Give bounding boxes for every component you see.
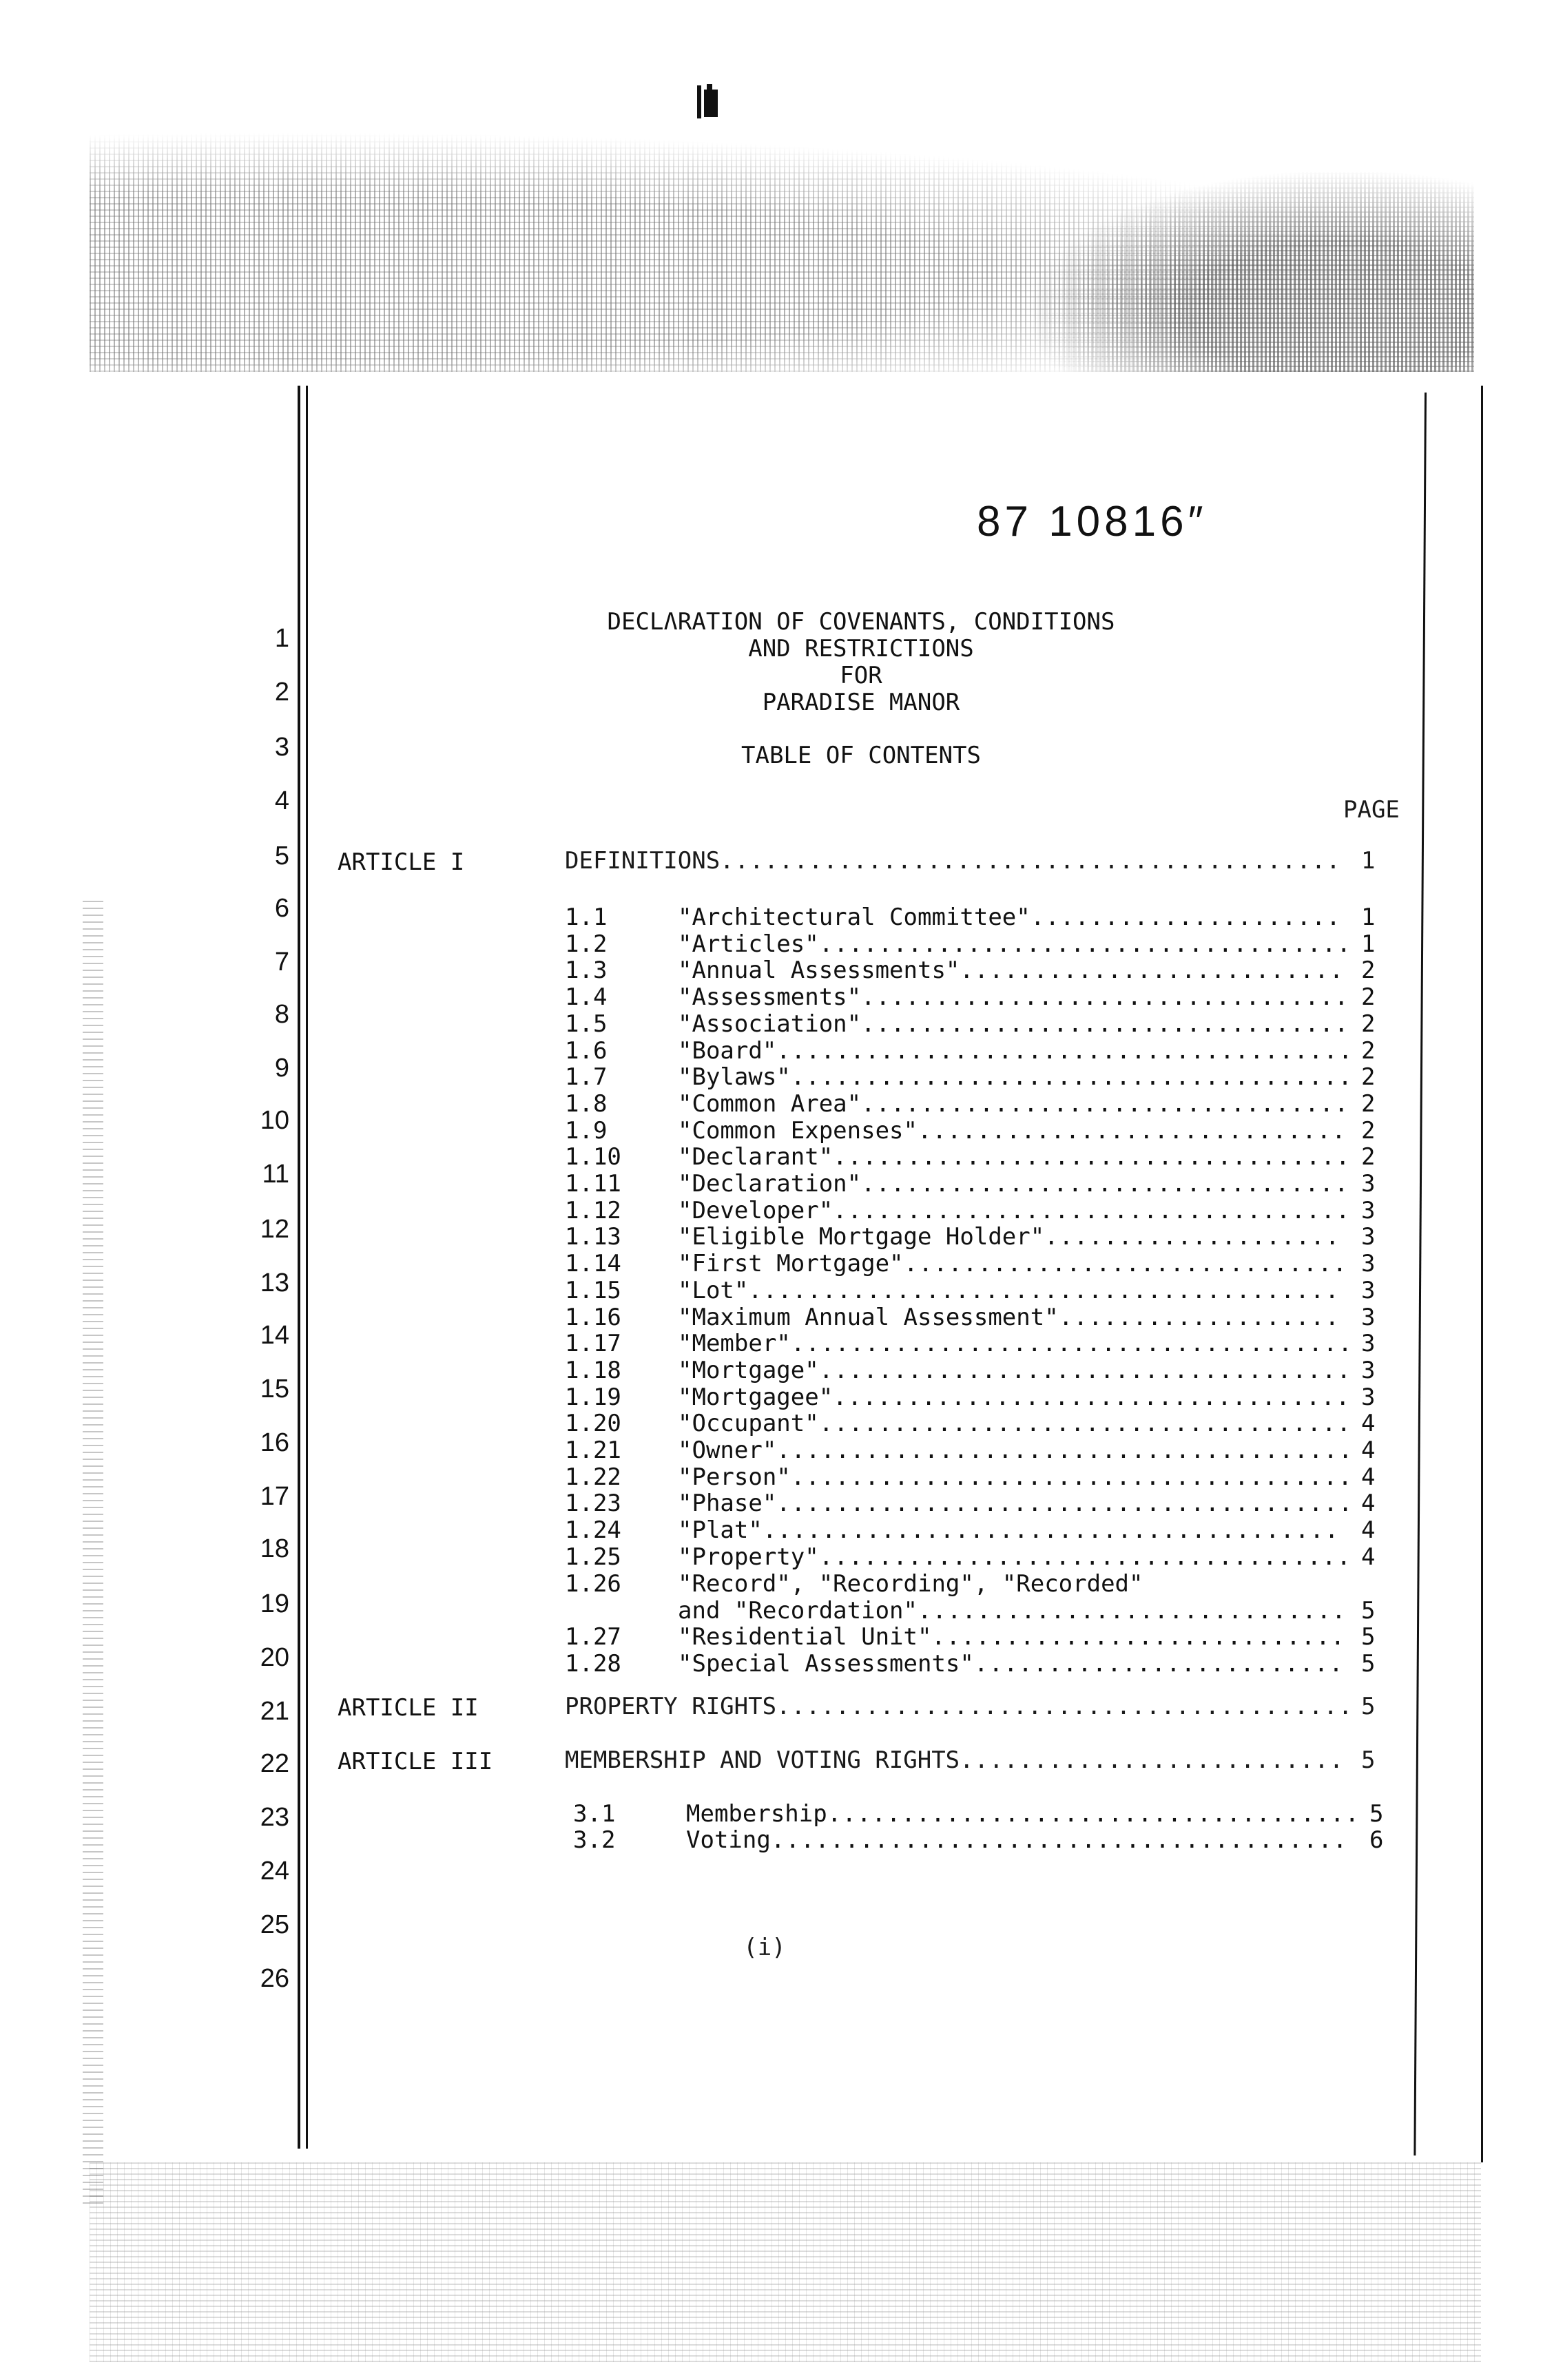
left-margin-rule bbox=[298, 386, 300, 2149]
line-number: 15 bbox=[260, 1375, 289, 1403]
section-label: "Architectural Committee" bbox=[678, 904, 1031, 931]
section-number: 1.18 bbox=[565, 1357, 621, 1384]
section-label-continued: and "Recordation" bbox=[678, 1597, 918, 1625]
right-margin-rule-outer bbox=[1481, 386, 1483, 2162]
dot-leader: ....................................... bbox=[776, 1037, 1354, 1065]
section-number: 1.28 bbox=[565, 1650, 621, 1678]
line-number: 1 bbox=[274, 624, 289, 653]
section-page: 2 bbox=[1361, 957, 1376, 984]
section-label: "Mortgage" bbox=[678, 1357, 819, 1384]
line-number: 20 bbox=[260, 1643, 289, 1672]
section-page: 3 bbox=[1361, 1384, 1376, 1411]
section-number: 1.2 bbox=[565, 930, 608, 958]
section-number: 1.21 bbox=[565, 1437, 621, 1464]
section-page: 2 bbox=[1361, 1143, 1376, 1171]
section-number: 1.27 bbox=[565, 1623, 621, 1651]
dot-leader: .................... bbox=[1044, 1223, 1340, 1251]
section-label: "Lot" bbox=[678, 1277, 749, 1304]
section-number: 3.2 bbox=[573, 1826, 616, 1854]
line-number: 7 bbox=[274, 948, 289, 977]
dot-leader: ....................................... bbox=[776, 1693, 1354, 1720]
line-number: 13 bbox=[260, 1269, 289, 1297]
section-label: "Member" bbox=[678, 1330, 791, 1357]
section-number: 3.1 bbox=[573, 1800, 616, 1828]
dot-leader: ....................................... bbox=[771, 1826, 1348, 1854]
dot-leader: .......................... bbox=[960, 957, 1345, 984]
line-number: 2 bbox=[274, 678, 289, 707]
section-label: "Mortgagee" bbox=[678, 1384, 833, 1411]
section-number: 1.1 bbox=[565, 904, 608, 931]
section-page: 4 bbox=[1361, 1463, 1376, 1491]
section-label: Voting bbox=[686, 1826, 771, 1854]
section-number: 1.6 bbox=[565, 1037, 608, 1065]
section-label: "Declarant" bbox=[678, 1143, 833, 1171]
article-title-row bbox=[565, 1746, 1376, 1774]
article-page: 5 bbox=[1361, 1746, 1376, 1774]
section-page: 2 bbox=[1361, 1117, 1376, 1145]
section-number: 1.12 bbox=[565, 1197, 621, 1224]
dot-leader: ................................. bbox=[861, 983, 1349, 1011]
section-label: "Occupant" bbox=[678, 1410, 819, 1437]
binder-mark-icon bbox=[696, 84, 721, 120]
section-label: "Developer" bbox=[678, 1197, 833, 1224]
title-line-3: FOR bbox=[840, 662, 882, 689]
section-page: 3 bbox=[1361, 1197, 1376, 1224]
section-label: "Person" bbox=[678, 1463, 791, 1491]
dot-leader: .................................... bbox=[819, 1410, 1352, 1437]
line-number: 14 bbox=[260, 1321, 289, 1350]
section-number: 1.9 bbox=[565, 1117, 608, 1145]
line-number: 4 bbox=[274, 786, 289, 815]
article-page: 5 bbox=[1361, 1693, 1376, 1720]
section-label: "Bylaws" bbox=[678, 1063, 791, 1091]
section-page: 4 bbox=[1361, 1410, 1376, 1437]
line-number: 9 bbox=[274, 1054, 289, 1083]
dot-leader: .................................... bbox=[819, 1357, 1352, 1384]
section-number: 1.8 bbox=[565, 1090, 608, 1118]
toc-heading: TABLE OF CONTENTS bbox=[741, 742, 981, 769]
section-number: 1.14 bbox=[565, 1250, 621, 1277]
section-page: 2 bbox=[1361, 1090, 1376, 1118]
section-page: 2 bbox=[1361, 1010, 1376, 1038]
scan-noise-left bbox=[83, 895, 103, 2204]
section-label: "Board" bbox=[678, 1037, 777, 1065]
left-margin-rule-inner bbox=[306, 386, 308, 2149]
article-label: ARTICLE II bbox=[338, 1694, 479, 1722]
section-label: "Maximum Annual Assessment" bbox=[678, 1304, 1059, 1331]
section-label: "Phase" bbox=[678, 1490, 777, 1517]
line-number: 3 bbox=[274, 733, 289, 762]
section-number: 1.15 bbox=[565, 1277, 621, 1304]
dot-leader: .......................................... bbox=[720, 847, 1341, 875]
line-number: 24 bbox=[260, 1857, 289, 1886]
section-label: "Plat" bbox=[678, 1516, 763, 1544]
section-page: 4 bbox=[1361, 1516, 1376, 1544]
line-number: 18 bbox=[260, 1534, 289, 1563]
article-title: PROPERTY RIGHTS bbox=[565, 1693, 777, 1720]
title-line-2: AND RESTRICTIONS bbox=[748, 635, 974, 662]
section-label: "Annual Assessments" bbox=[678, 957, 960, 984]
section-number: 1.22 bbox=[565, 1463, 621, 1491]
dot-leader: ................................... bbox=[833, 1197, 1351, 1224]
section-page: 2 bbox=[1361, 983, 1376, 1011]
line-number: 22 bbox=[260, 1749, 289, 1778]
dot-leader: ................................... bbox=[833, 1143, 1351, 1171]
section-label: "Residential Unit" bbox=[678, 1623, 932, 1651]
dot-leader: ................................. bbox=[861, 1090, 1349, 1118]
dot-leader: ................... bbox=[1059, 1304, 1340, 1331]
section-page: 4 bbox=[1361, 1543, 1376, 1571]
line-number: 11 bbox=[262, 1160, 289, 1189]
line-number: 26 bbox=[260, 1964, 289, 1993]
section-page: 3 bbox=[1361, 1170, 1376, 1198]
line-number: 16 bbox=[260, 1428, 289, 1457]
section-number: 1.23 bbox=[565, 1490, 621, 1517]
section-page: 3 bbox=[1361, 1357, 1376, 1384]
section-page: 5 bbox=[1361, 1597, 1376, 1625]
line-number: 21 bbox=[260, 1697, 289, 1726]
dot-leader: ...................................... bbox=[791, 1063, 1353, 1091]
title-line-4: PARADISE MANOR bbox=[762, 689, 960, 716]
section-label: "Common Area" bbox=[678, 1090, 862, 1118]
line-number: 12 bbox=[260, 1215, 289, 1244]
section-page: 2 bbox=[1361, 1063, 1376, 1091]
footer-page-number: (i) bbox=[743, 1934, 786, 1961]
article-title-row bbox=[565, 847, 1376, 875]
line-number: 8 bbox=[274, 1000, 289, 1029]
dot-leader: ................................... bbox=[833, 1384, 1351, 1411]
dot-leader: .............................. bbox=[904, 1250, 1348, 1277]
line-number: 6 bbox=[274, 894, 289, 923]
document-number: 87 10816″ bbox=[977, 498, 1208, 545]
dot-leader: .................................... bbox=[819, 930, 1352, 958]
section-label: "Owner" bbox=[678, 1437, 777, 1464]
dot-leader: ...................................... bbox=[791, 1330, 1353, 1357]
article-title: DEFINITIONS bbox=[565, 847, 721, 875]
section-page: 5 bbox=[1361, 1650, 1376, 1678]
dot-leader: ....................................... bbox=[763, 1516, 1340, 1544]
section-page: 6 bbox=[1369, 1826, 1384, 1854]
dot-leader: ......................... bbox=[974, 1650, 1344, 1678]
section-page: 1 bbox=[1361, 904, 1376, 931]
section-page: 1 bbox=[1361, 930, 1376, 958]
line-number: 19 bbox=[260, 1589, 289, 1618]
section-number: 1.3 bbox=[565, 957, 608, 984]
dot-leader: ................................. bbox=[861, 1170, 1349, 1198]
article-label: ARTICLE III bbox=[338, 1748, 493, 1775]
section-page: 4 bbox=[1361, 1437, 1376, 1464]
dot-leader: ..................... bbox=[1031, 904, 1341, 931]
section-number: 1.17 bbox=[565, 1330, 621, 1357]
section-page: 3 bbox=[1361, 1304, 1376, 1331]
section-label: "Declaration" bbox=[678, 1170, 862, 1198]
dot-leader: ........................................ bbox=[748, 1277, 1340, 1304]
section-number: 1.11 bbox=[565, 1170, 621, 1198]
section-page: 2 bbox=[1361, 1037, 1376, 1065]
section-page: 3 bbox=[1361, 1277, 1376, 1304]
section-label: "First Mortgage" bbox=[678, 1250, 904, 1277]
scan-noise-top-right bbox=[1033, 172, 1474, 372]
dot-leader: ................................. bbox=[861, 1010, 1349, 1038]
dot-leader: ....................................... bbox=[776, 1437, 1354, 1464]
dot-leader: ...................................... bbox=[791, 1463, 1353, 1491]
title-line-1: DECLɅRATION OF COVENANTS, CONDITIONS bbox=[607, 608, 1115, 636]
dot-leader: ............................. bbox=[918, 1597, 1347, 1625]
article-page: 1 bbox=[1361, 847, 1376, 875]
section-page: 5 bbox=[1361, 1623, 1376, 1651]
section-number: 1.7 bbox=[565, 1063, 608, 1091]
dot-leader: ............................. bbox=[918, 1117, 1347, 1145]
section-number: 1.25 bbox=[565, 1543, 621, 1571]
section-page: 3 bbox=[1361, 1250, 1376, 1277]
line-number: 25 bbox=[260, 1910, 289, 1939]
line-number: 5 bbox=[274, 842, 289, 870]
section-number: 1.19 bbox=[565, 1384, 621, 1411]
section-label: "Special Assessments" bbox=[678, 1650, 974, 1678]
section-page: 3 bbox=[1361, 1330, 1376, 1357]
right-margin-rule bbox=[1413, 393, 1427, 2155]
section-label: "Eligible Mortgage Holder" bbox=[678, 1223, 1045, 1251]
section-label: "Assessments" bbox=[678, 983, 862, 1011]
article-title: MEMBERSHIP AND VOTING RIGHTS bbox=[565, 1746, 960, 1774]
line-number: 17 bbox=[260, 1482, 289, 1511]
section-number: 1.5 bbox=[565, 1010, 608, 1038]
section-label: "Property" bbox=[678, 1543, 819, 1571]
section-number: 1.24 bbox=[565, 1516, 621, 1544]
dot-leader: .......................... bbox=[960, 1746, 1345, 1774]
section-number: 1.16 bbox=[565, 1304, 621, 1331]
scan-noise-bottom bbox=[90, 2162, 1481, 2362]
page-column-label: PAGE bbox=[1343, 796, 1400, 824]
section-number: 1.13 bbox=[565, 1223, 621, 1251]
dot-leader: .................................... bbox=[819, 1543, 1352, 1571]
section-page: 3 bbox=[1361, 1223, 1376, 1251]
section-number: 1.20 bbox=[565, 1410, 621, 1437]
section-page: 4 bbox=[1361, 1490, 1376, 1517]
section-label: "Association" bbox=[678, 1010, 862, 1038]
line-number: 23 bbox=[260, 1803, 289, 1832]
section-number: 1.10 bbox=[565, 1143, 621, 1171]
section-label: "Record", "Recording", "Recorded" bbox=[678, 1570, 1143, 1598]
dot-leader: ....................................... bbox=[776, 1490, 1354, 1517]
article-label: ARTICLE I bbox=[338, 848, 465, 876]
dot-leader: .................................... bbox=[827, 1800, 1360, 1828]
section-number: 1.4 bbox=[565, 983, 608, 1011]
section-label: "Articles" bbox=[678, 930, 819, 958]
line-number: 10 bbox=[260, 1106, 289, 1135]
section-page: 5 bbox=[1369, 1800, 1384, 1828]
section-label: Membership bbox=[686, 1800, 827, 1828]
article-title-row bbox=[565, 1693, 1376, 1720]
section-number: 1.26 bbox=[565, 1570, 621, 1598]
section-label: "Common Expenses" bbox=[678, 1117, 918, 1145]
dot-leader: ............................ bbox=[931, 1623, 1346, 1651]
